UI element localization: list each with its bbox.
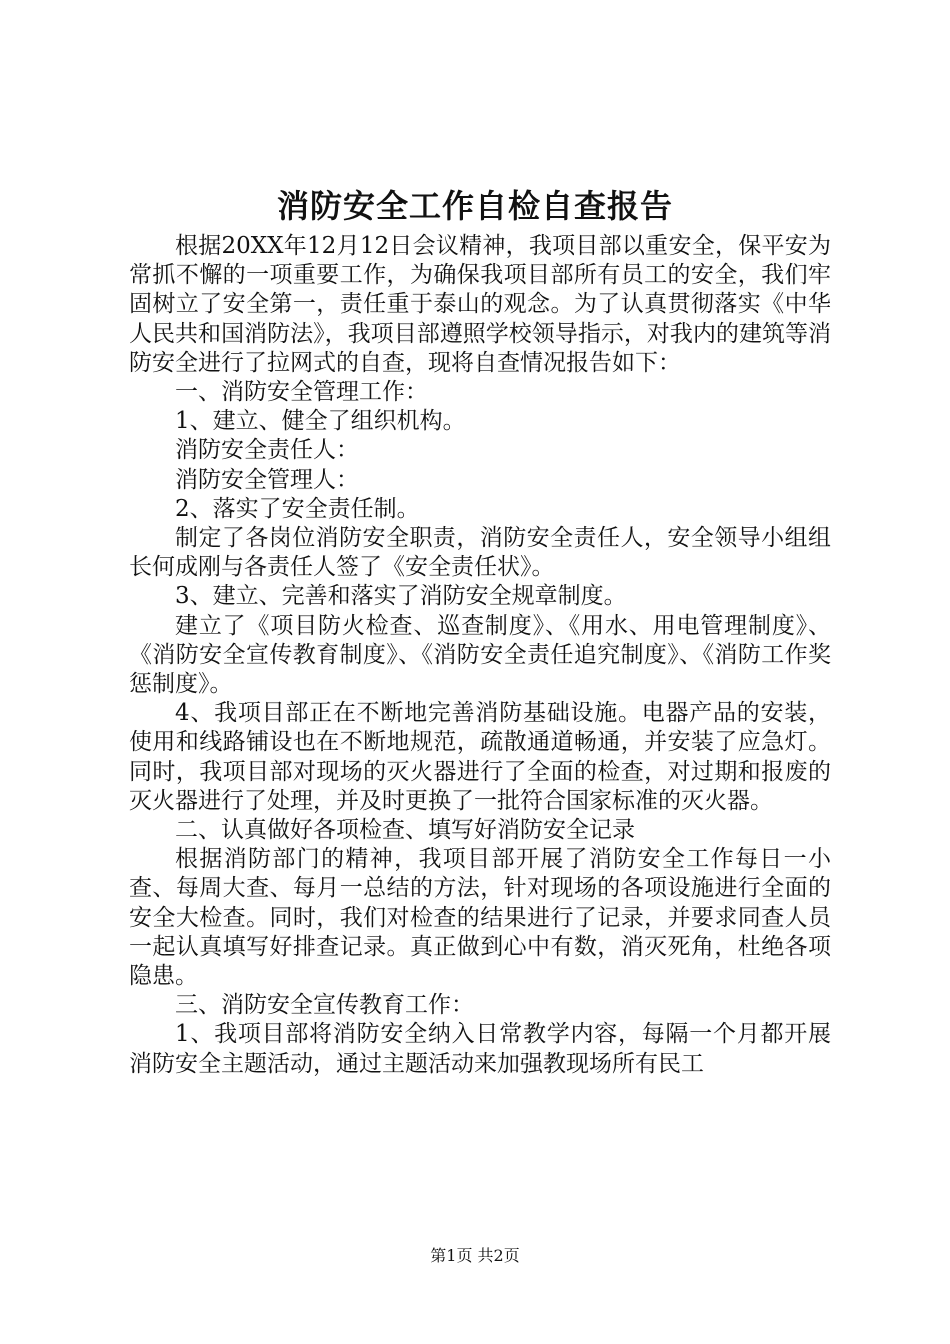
paragraph: 根据20XX年12月12日会议精神，我项目部以重安全，保平安为常抓不懈的一项重要工作，为确保我项目部所有员工的安全，我们牢固树立了安全第一，责任重于泰山的观念。为了认真贯彻落实《中华人民共和国消防法》，我项目部遵照学校领导指示，对我内的建筑等消防安全进行了拉网式的自查，现将自查情况报告如下：: [129, 233, 831, 376]
paragraph: 3、建立、完善和落实了消防安全规章制度。: [175, 583, 627, 610]
paragraph: 4、我项目部正在不断地完善消防基础设施。电器产品的安装，使用和线路铺设也在不断地规范，疏散通道畅通，并安装了应急灯。同时，我项目部对现场的灭火器进行了全面的检查，对过期和报废的灭火器进行了处理，并及时更换了一批符合国家标准的灭火器。: [129, 700, 831, 814]
page-footer: 第1页 共2页: [430, 1246, 520, 1265]
paragraph: 消防安全管理人：: [175, 466, 359, 493]
paragraph: 建立了《项目防火检查、巡查制度》、《用水、用电管理制度》、《消防安全宣传教育制度》、《消防安全责任追究制度》、《消防工作奖惩制度》。: [129, 612, 831, 698]
document-body: [129, 232, 831, 1079]
paragraph: 二、认真做好各项检查、填写好消防安全记录: [175, 817, 635, 844]
paragraph: 2、落实了安全责任制。: [175, 495, 420, 522]
document-title: 消防安全工作自检自查报告: [276, 187, 673, 225]
paragraph: 1、我项目部将消防安全纳入日常教学内容，每隔一个月都开展消防安全主题活动，通过主题活动来加强教现场所有民工: [129, 1021, 831, 1077]
paragraph: 根据消防部门的精神，我项目部开展了消防安全工作每日一小查、每周大查、每月一总结的方法，针对现场的各项设施进行全面的安全大检查。同时，我们对检查的结果进行了记录，并要求同查人员一起认真填写好排查记录。真正做到心中有数，消灭死角，杜绝各项隐患。: [129, 846, 831, 990]
paragraph: 制定了各岗位消防安全职责，消防安全责任人，安全领导小组组长何成刚与各责任人签了《安全责任状》。: [129, 525, 831, 581]
paragraph: 三、消防安全宣传教育工作：: [175, 992, 474, 1019]
paragraph: 一、消防安全管理工作：: [175, 379, 428, 406]
paragraph: 消防安全责任人：: [175, 437, 359, 464]
paragraph: 1、建立、健全了组织机构。: [175, 408, 466, 435]
